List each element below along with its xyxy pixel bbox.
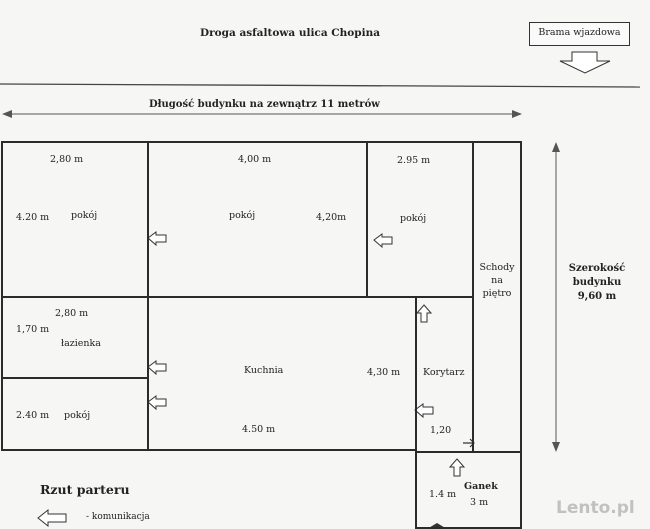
dim-label: 1,20	[430, 425, 452, 436]
dim-label: 1.4 m	[429, 489, 457, 500]
length-label: Długość budynku na zewnątrz 11 metrów	[146, 99, 383, 110]
dim-label: 4,00 m	[238, 154, 272, 165]
stairs-label-line: na	[491, 275, 503, 286]
room-name: Korytarz	[423, 367, 465, 378]
width-label-line: 9,60 m	[577, 291, 617, 302]
gate-arrow-icon	[560, 52, 610, 73]
dim-label: 2.95 m	[397, 155, 431, 166]
legend-arrow-label: - komunikacja	[86, 512, 150, 522]
stairs-label-line: Schody	[479, 262, 515, 273]
width-label	[562, 262, 632, 304]
room-name: pokój	[229, 210, 256, 221]
dim-label: 2.40 m	[16, 410, 50, 421]
dim-label: 1,70 m	[16, 324, 50, 335]
width-label-line: budynku	[572, 277, 622, 288]
dim-label: 3 m	[470, 497, 489, 508]
watermark-logo	[556, 498, 635, 518]
dim-label: 4.20 m	[16, 212, 50, 223]
legend-title: Rzut parteru	[40, 482, 130, 497]
room-name: pokój	[71, 210, 98, 221]
dim-label: 4,20m	[316, 212, 347, 223]
dim-label: 2,80 m	[55, 308, 89, 319]
dim-label: 4,30 m	[367, 367, 401, 378]
dim-label: 2,80 m	[50, 154, 84, 165]
street-label: Droga asfaltowa ulica Chopina	[200, 27, 381, 39]
gate-box: Brama wjazdowa	[529, 22, 630, 46]
room-name: Kuchnia	[244, 365, 284, 376]
room-name: łazienka	[61, 338, 101, 349]
stairs-label	[474, 261, 520, 300]
watermark-text: Lento.pl	[556, 498, 635, 518]
street-line	[0, 84, 640, 87]
room-name: Ganek	[464, 481, 498, 492]
width-label-line: Szerokość	[568, 263, 626, 274]
stairs-label-line: piętro	[482, 288, 512, 299]
legend-arrow-icon	[38, 510, 66, 526]
room-name: pokój	[64, 410, 91, 421]
room-name: pokój	[400, 213, 427, 224]
dim-label: 4.50 m	[242, 424, 276, 435]
